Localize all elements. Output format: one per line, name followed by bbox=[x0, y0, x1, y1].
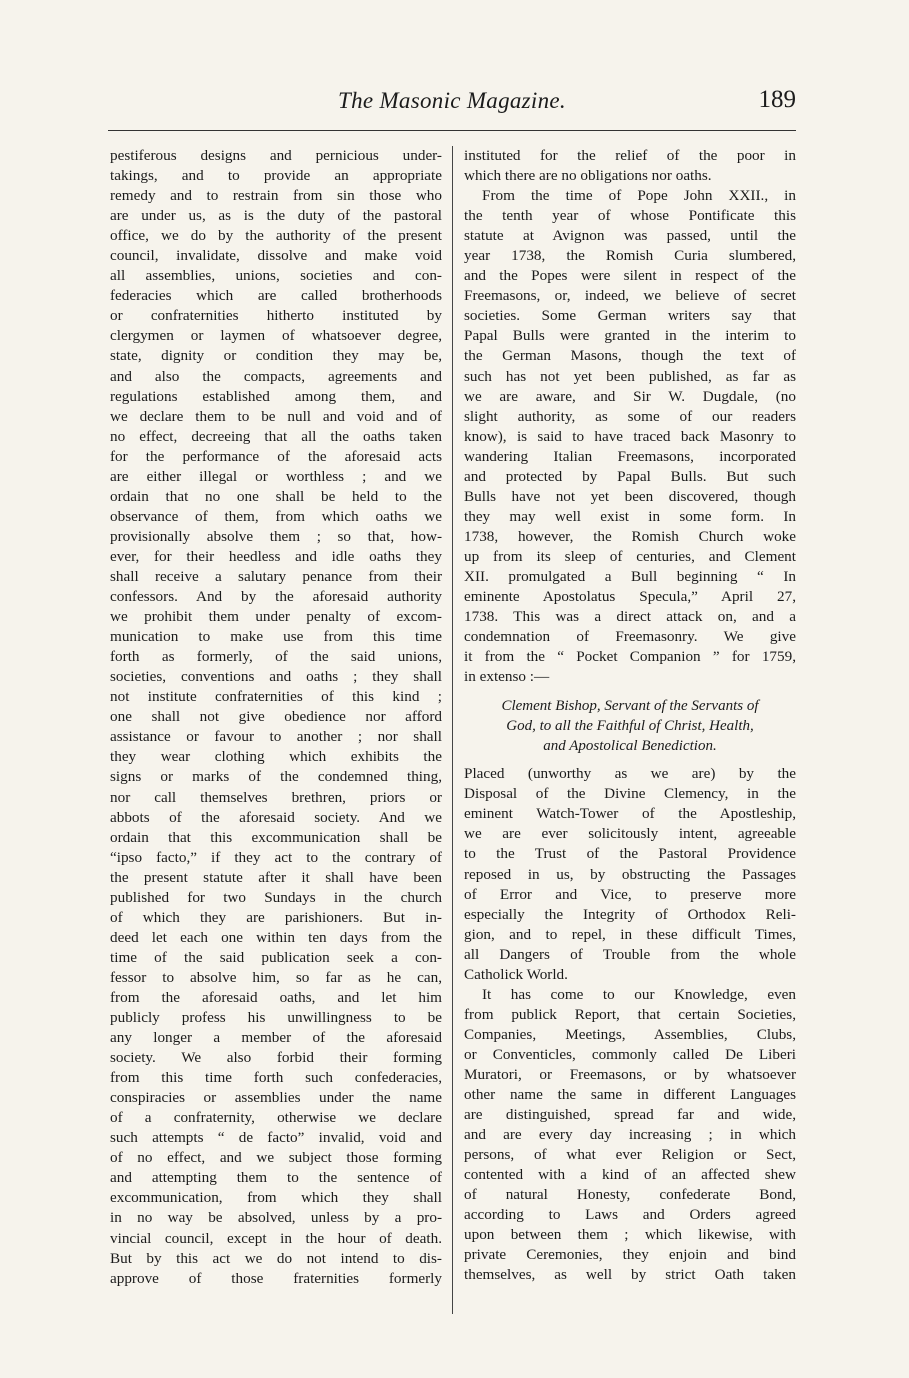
text-line: in no way be absolved, unless by a pro- bbox=[110, 1209, 442, 1227]
text-line: slight authority, as some of our readers bbox=[464, 407, 796, 425]
text-line: federacies which are called brotherhoods bbox=[110, 287, 442, 305]
text-line: excommunication, from which they shall bbox=[110, 1189, 442, 1207]
text-line: contented with a kind of an affected shew bbox=[464, 1166, 796, 1184]
text-line: the German Masons, though the text of bbox=[464, 347, 796, 365]
text-line: office, we do by the authority of the present bbox=[110, 227, 442, 245]
text-line: confessors. And by the aforesaid authority bbox=[110, 588, 442, 606]
text-line: conspiracies or assemblies under the name bbox=[110, 1089, 442, 1107]
header-rule bbox=[108, 130, 796, 131]
text-line: or confraternities hitherto instituted by bbox=[110, 307, 442, 325]
text-line: Companies, Meetings, Assemblies, Clubs, bbox=[464, 1025, 796, 1043]
right-column bbox=[464, 146, 796, 1285]
text-line: gion, and to repel, in these difficult Times, bbox=[464, 925, 796, 943]
text-line: and also the compacts, agreements and bbox=[110, 367, 442, 385]
text-line: From the time of Pope John XXII., in bbox=[482, 187, 796, 205]
text-line: abbots of the aforesaid society. And we bbox=[110, 808, 442, 826]
text-line: we are ever solicitously intent, agreeable bbox=[464, 825, 796, 843]
text-line: which there are no obligations nor oaths. bbox=[464, 167, 712, 185]
text-line: are distinguished, spread far and wide, bbox=[464, 1106, 796, 1124]
text-line: and the Popes were silent in respect of the bbox=[464, 267, 796, 285]
text-line: Placed (unworthy as we are) by the bbox=[464, 765, 796, 783]
text-line: one shall not give obedience nor afford bbox=[110, 708, 442, 726]
text-line: Catholick World. bbox=[464, 965, 568, 983]
text-line: societies. Some German writers say that bbox=[464, 307, 796, 325]
text-line: 1738, however, the Romish Church woke bbox=[464, 527, 796, 545]
text-line: all Dangers of Trouble from the whole bbox=[464, 945, 796, 963]
text-line: publicly profess his unwillingness to be bbox=[110, 1009, 442, 1027]
text-line: fessor to absolve him, so far as he can, bbox=[110, 968, 442, 986]
heading-line: God, to all the Faithful of Christ, Health, bbox=[506, 718, 754, 735]
text-line: eminent Watch-Tower of the Apostleship, bbox=[464, 805, 796, 823]
text-line: they may well exist in some form. In bbox=[464, 507, 796, 525]
text-line: according to Laws and Orders agreed bbox=[464, 1206, 796, 1224]
text-line: of which they are parishioners. But in- bbox=[110, 908, 442, 926]
running-title: The Masonic Magazine. bbox=[338, 88, 566, 113]
text-line: are under us, as is the duty of the pastoral bbox=[110, 207, 442, 225]
text-line: such has not yet been published, as far as bbox=[464, 367, 796, 385]
text-line: Bulls have not yet been discovered, though bbox=[464, 487, 796, 505]
text-line: Papal Bulls were granted in the interim to bbox=[464, 327, 796, 345]
paragraph-placed bbox=[464, 764, 796, 985]
text-line: But by this act we do not intend to dis- bbox=[110, 1249, 442, 1267]
page-header bbox=[108, 82, 796, 122]
text-line: society. We also forbid their forming bbox=[110, 1049, 442, 1067]
text-line: state, dignity or condition they may be, bbox=[110, 347, 442, 365]
text-line: we are aware, and Sir W. Dugdale, (no bbox=[464, 387, 796, 405]
text-line: for the performance of the aforesaid acts bbox=[110, 447, 442, 465]
page-number: 189 bbox=[758, 86, 796, 113]
text-line: upon between them ; which likewise, with bbox=[464, 1226, 796, 1244]
text-line: and protected by Papal Bulls. But such bbox=[464, 467, 796, 485]
text-line: Muratori, or Freemasons, or by whatsoever bbox=[464, 1065, 796, 1083]
text-line: the present statute after it shall have been bbox=[110, 868, 442, 886]
text-line: from this time forth such confederacies, bbox=[110, 1069, 442, 1087]
text-line: other name the same in different Languages bbox=[464, 1086, 796, 1104]
text-line: all assemblies, unions, societies and con- bbox=[110, 267, 442, 285]
text-line: instituted for the relief of the poor in bbox=[464, 147, 796, 164]
text-line: themselves, as well by strict Oath taken bbox=[464, 1266, 796, 1284]
text-line: vincial council, except in the hour of death. bbox=[110, 1229, 442, 1247]
text-line: we prohibit them under penalty of excom- bbox=[110, 608, 442, 626]
text-line: know), is said to have traced back Masonry to bbox=[464, 427, 796, 445]
text-line: not institute confraternities of this kind ; bbox=[110, 688, 442, 706]
heading-line: Clement Bishop, Servant of the Servants of bbox=[501, 698, 759, 715]
text-line: of no effect, and we subject those forming bbox=[110, 1149, 442, 1167]
text-line: signs or marks of the condemned thing, bbox=[110, 768, 442, 786]
text-line: time of the said publication seek a con- bbox=[110, 948, 442, 966]
text-line: any longer a member of the aforesaid bbox=[110, 1029, 442, 1047]
text-line: ever, for their heedless and idle oaths they bbox=[110, 547, 442, 565]
text-line: of natural Honesty, confederate Bond, bbox=[464, 1186, 796, 1204]
text-line: and are every day increasing ; in which bbox=[464, 1126, 796, 1144]
text-line: ordain that no one shall be held to the bbox=[110, 487, 442, 505]
text-line: of a confraternity, otherwise we declare bbox=[110, 1109, 442, 1127]
text-line: and attempting them to the sentence of bbox=[110, 1169, 442, 1187]
text-line: clergymen or laymen of whatsoever degree, bbox=[110, 327, 442, 345]
text-line: wandering Italian Freemasons, incorporated bbox=[464, 447, 796, 465]
left-column bbox=[110, 146, 442, 1289]
text-line: Disposal of the Divine Clemency, in the bbox=[464, 785, 796, 803]
text-line: pestiferous designs and pernicious under- bbox=[110, 147, 442, 164]
text-line: persons, of what ever Religion or Sect, bbox=[464, 1146, 796, 1164]
text-line: especially the Integrity of Orthodox Reli- bbox=[464, 905, 796, 923]
text-line: forth as formerly, of the said unions, bbox=[110, 648, 442, 666]
text-line: ordain that this excommunication shall be bbox=[110, 828, 442, 846]
text-line: from the aforesaid oaths, and let him bbox=[110, 988, 442, 1006]
text-line: eminente Apostolatus Specula,” April 27, bbox=[464, 588, 796, 606]
text-line: such attempts “ de facto” invalid, void and bbox=[110, 1129, 442, 1147]
text-line: assistance or favour to another ; nor shall bbox=[110, 728, 442, 746]
text-line: societies, conventions and oaths ; they shall bbox=[110, 668, 442, 686]
text-line: we declare them to be null and void and of bbox=[110, 407, 442, 425]
text-line: “ipso facto,” if they act to the contrary of bbox=[110, 848, 442, 866]
text-line: they wear clothing which exhibits the bbox=[110, 748, 442, 766]
text-line: year 1738, the Romish Curia slumbered, bbox=[464, 247, 796, 265]
text-line: no effect, decreeing that all the oaths taken bbox=[110, 427, 442, 445]
text-line: XII. promulgated a Bull beginning “ In bbox=[464, 567, 796, 585]
text-line: up from its sleep of centuries, and Clement bbox=[464, 547, 796, 565]
text-line: nor call themselves brethren, priors or bbox=[110, 788, 442, 806]
text-line: takings, and to provide an appropriate bbox=[110, 167, 442, 185]
text-line: published for two Sundays in the church bbox=[110, 888, 442, 906]
text-line: private Ceremonies, they enjoin and bind bbox=[464, 1246, 796, 1264]
text-line: of Error and Vice, to preserve more bbox=[464, 885, 796, 903]
column-divider bbox=[452, 146, 453, 1314]
text-line: council, invalidate, dissolve and make void bbox=[110, 247, 442, 265]
paragraph-knowledge bbox=[464, 985, 796, 1286]
text-line: regulations established among them, and bbox=[110, 387, 442, 405]
text-line: observance of them, from which oaths we bbox=[110, 507, 442, 525]
bull-heading bbox=[464, 696, 796, 756]
paragraph-continuation bbox=[464, 146, 796, 186]
text-line: shall receive a salutary penance from their bbox=[110, 567, 442, 585]
text-line: 1738. This was a direct attack on, and a bbox=[464, 608, 796, 626]
text-line: from publick Report, that certain Societies, bbox=[464, 1005, 796, 1023]
text-line: deed let each one within ten days from the bbox=[110, 928, 442, 946]
text-line: reposed in us, by obstructing the Passages bbox=[464, 865, 796, 883]
text-line: statute at Avignon was passed, until the bbox=[464, 227, 796, 245]
text-line: to the Trust of the Pastoral Providence bbox=[464, 845, 796, 863]
text-line: remedy and to restrain from sin those who bbox=[110, 187, 442, 205]
text-line: It has come to our Knowledge, even bbox=[482, 985, 796, 1003]
heading-line: and Apostolical Benediction. bbox=[543, 738, 717, 755]
text-line: provisionally absolve them ; so that, how- bbox=[110, 527, 442, 545]
text-line: Freemasons, or, indeed, we believe of secret bbox=[464, 287, 796, 305]
text-line: munication to make use from this time bbox=[110, 628, 442, 646]
text-line: the tenth year of whose Pontificate this bbox=[464, 207, 796, 225]
text-line: it from the “ Pocket Companion ” for 1759, bbox=[464, 648, 796, 666]
text-line: approve of those fraternities formerly bbox=[110, 1269, 442, 1287]
text-line: condemnation of Freemasonry. We give bbox=[464, 628, 796, 646]
text-line: or Conventicles, commonly called De Liberi bbox=[464, 1045, 796, 1063]
text-line: are either illegal or worthless ; and we bbox=[110, 467, 442, 485]
text-line: in extenso :— bbox=[464, 668, 550, 686]
paragraph-pope-history bbox=[464, 186, 796, 687]
